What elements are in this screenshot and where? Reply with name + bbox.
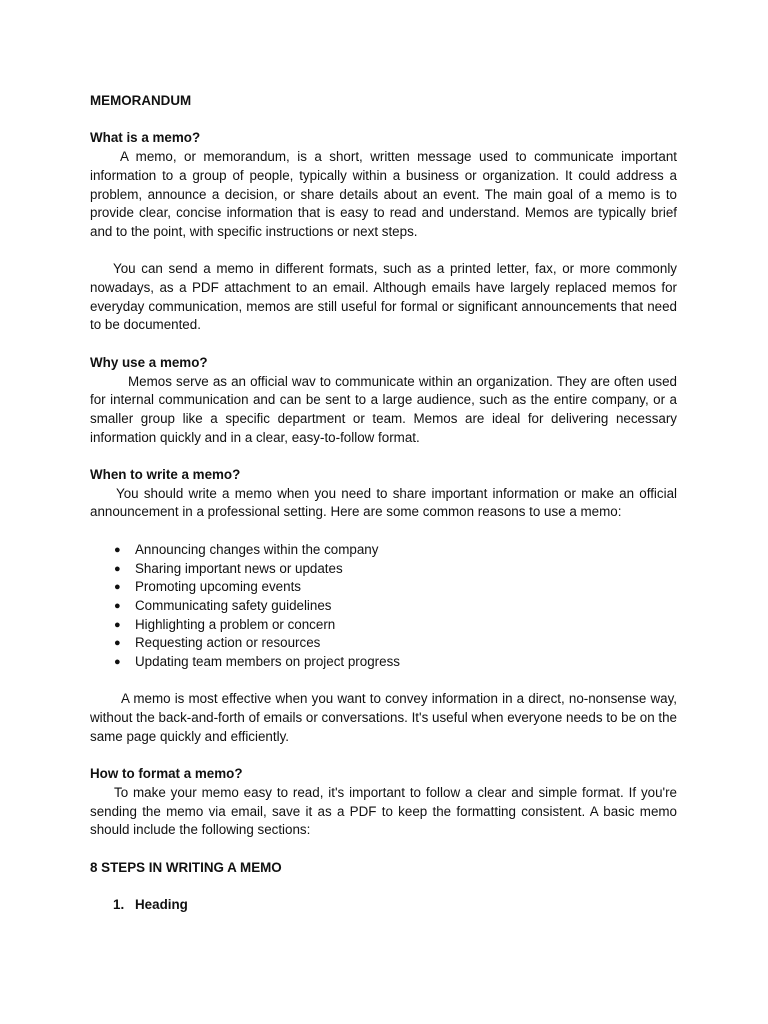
bullet-icon: ●	[114, 599, 121, 612]
list-item	[90, 634, 677, 653]
paragraph: Memos serve as an official wav to communicate within an organization. They are often used for internal communication and can be sent to a large audience, such as the entire company, or a smaller group like a specific department or team. Memos are ideal for delivering necessary information quickly and in a clear, easy-to-follow format.	[90, 373, 677, 445]
spacer	[90, 242, 677, 261]
paragraph: A memo, or memorandum, is a short, written message used to communicate important information to a group of people, typically within a business or organization. It could address a problem, announce a decision, or share details about an event. The main goal of a memo is to provide clear, concise information that is easy to read and understand. Memos are typically brief and to the point, with specific instructions or next steps.	[90, 149, 677, 239]
section-heading-when-to-write: When to write a memo?	[90, 467, 241, 482]
bullet-icon: ●	[114, 562, 121, 575]
paragraph: You can send a memo in different formats, such as a printed letter, fax, or more commonly nowadays, as a PDF attachment to an email. Although emails have largely replaced memos for everyday communication, memos are still useful for formal or significant announcements that need to be documented.	[90, 261, 677, 333]
steps-heading: 8 STEPS IN WRITING A MEMO	[90, 859, 282, 875]
spacer	[90, 335, 677, 354]
spacer	[90, 111, 677, 130]
section-heading-how-to-format: How to format a memo?	[90, 766, 243, 782]
list-item	[90, 597, 677, 616]
spacer	[90, 747, 677, 766]
section-heading-why-use-memo: Why use a memo?	[90, 354, 208, 370]
bullet-icon: ●	[114, 618, 121, 631]
spacer	[90, 877, 677, 896]
paragraph: You should write a memo when you need to share important information or make an official announcement in a professional setting. Here are some common reasons to use a memo:	[90, 485, 677, 520]
step-item	[90, 896, 677, 915]
bullet-icon: ●	[114, 656, 121, 669]
document-title: MEMORANDUM	[90, 93, 192, 108]
spacer	[90, 672, 677, 691]
spacer	[90, 522, 677, 541]
reasons-bullet-list	[90, 541, 677, 672]
bullet-icon: ●	[114, 637, 121, 650]
document-page	[90, 92, 677, 915]
list-item-text: Promoting upcoming events	[135, 579, 301, 595]
spacer	[90, 840, 677, 859]
bullet-icon: ●	[114, 581, 121, 594]
steps-list	[90, 896, 677, 915]
paragraph: A memo is most effective when you want to convey information in a direct, no-nonsense way, without the back-and-forth of emails or conversations. It's useful when everyone needs to be on the same page quickly and efficiently.	[90, 691, 677, 744]
paragraph: To make your memo easy to read, it's important to follow a clear and simple format. If you're sending the memo via email, save it as a PDF to keep the formatting consistent. A basic memo should include the following sections:	[90, 784, 677, 838]
bullet-icon: ●	[114, 543, 121, 556]
step-label: Heading	[135, 897, 188, 913]
list-item-text: Announcing changes within the company	[135, 541, 379, 557]
list-item	[90, 578, 677, 597]
list-item	[90, 616, 677, 635]
section-heading-what-is-memo: What is a memo?	[90, 130, 201, 146]
list-item-text: Sharing important news or updates	[135, 560, 343, 576]
list-item	[90, 560, 677, 579]
list-item-text: Communicating safety guidelines	[135, 597, 332, 613]
list-item	[90, 653, 677, 672]
spacer	[90, 447, 677, 466]
list-item	[90, 541, 677, 560]
list-item-text: Highlighting a problem or concern	[135, 616, 336, 632]
list-item-text: Requesting action or resources	[135, 635, 321, 651]
step-number: 1.	[113, 897, 125, 913]
list-item-text: Updating team members on project progress	[135, 654, 400, 670]
